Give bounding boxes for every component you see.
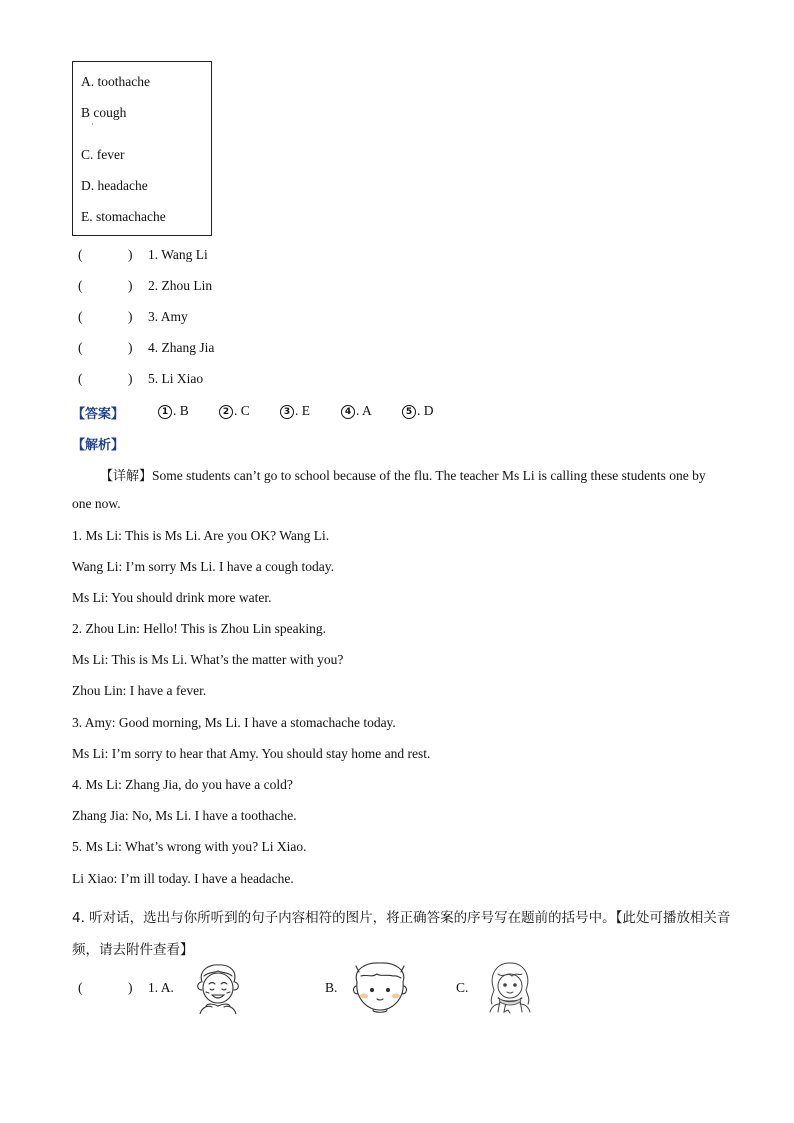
- analysis-intro: [100, 465, 706, 484]
- circled-number: 5: [402, 405, 416, 419]
- dialogue-line: Zhang Jia: No, Ms Li. I have a toothache.: [72, 808, 297, 823]
- dialogue-line: 1. Ms Li: This is Ms Li. Are you OK? Wang Li.: [72, 528, 330, 543]
- options-box: [72, 61, 212, 236]
- option-e: E. stomachache: [81, 209, 166, 224]
- answer-blank-close: ): [128, 278, 133, 293]
- circled-number: 1: [158, 405, 172, 419]
- circled-number: 4: [341, 405, 355, 419]
- dialogue-line: 2. Zhou Lin: Hello! This is Zhou Lin speaking.: [72, 621, 326, 636]
- dialogue-line: Ms Li: This is Ms Li. What’s the matter with you?: [72, 652, 344, 667]
- answer-blank-close: ): [128, 247, 133, 262]
- answer-value: . E: [295, 403, 310, 418]
- answer-blank-open[interactable]: (: [78, 371, 83, 386]
- question-text: 3. Amy: [148, 309, 188, 324]
- answer-item: [219, 403, 250, 419]
- dialogue-line: Li Xiao: I’m ill today. I have a headache.: [72, 871, 294, 886]
- intro-line-1: Some students can’t go to school because of the flu. The teacher Ms Li is calling these students one by: [152, 468, 706, 483]
- circled-number: 3: [280, 405, 294, 419]
- question-text: 5. Li Xiao: [148, 371, 204, 386]
- option-d: D. headache: [81, 178, 148, 193]
- stray-dot: ·: [91, 120, 94, 129]
- dialogue-line: Ms Li: You should drink more water.: [72, 590, 272, 605]
- detail-label: 【详解】: [100, 469, 153, 484]
- answer-blank-open[interactable]: (: [78, 309, 83, 324]
- answer-value: . A: [356, 403, 372, 418]
- question-text: 1. Wang Li: [148, 247, 208, 262]
- answer-blank-open[interactable]: (: [78, 340, 83, 355]
- question-text: 2. Zhou Lin: [148, 278, 213, 293]
- q4-option-c-label: C.: [456, 980, 469, 995]
- q4-instruction: 4. 听对话，选出与你所听到的句子内容相符的图片，将正确答案的序号写在题前的括号中。【此处可播放相关音频，请去附件查看】: [72, 910, 731, 958]
- question-text: 4. Zhang Jia: [148, 340, 215, 355]
- dialogue-line: Zhou Lin: I have a fever.: [72, 683, 207, 698]
- answer-blank-close: ): [128, 371, 133, 386]
- answer-label: 【答案】: [72, 407, 125, 422]
- answer-blank-open[interactable]: (: [78, 980, 83, 995]
- dialogue-line: 4. Ms Li: Zhang Jia, do you have a cold?: [72, 777, 293, 792]
- q4-option-b-label: B.: [325, 980, 338, 995]
- answer-value: . B: [173, 403, 189, 418]
- circled-number: 2: [219, 405, 233, 419]
- answer-blank-close: ): [128, 980, 133, 995]
- q4-item-label: 1. A.: [148, 980, 174, 995]
- answer-blank-open[interactable]: (: [78, 278, 83, 293]
- answer-value: . C: [234, 403, 250, 418]
- old-woman-picture[interactable]: [192, 962, 244, 1014]
- dialogue-line: Wang Li: I’m sorry Ms Li. I have a cough today.: [72, 559, 334, 574]
- girl-scarf-picture[interactable]: [484, 960, 536, 1016]
- dialogue-line: 3. Amy: Good morning, Ms Li. I have a stomachache today.: [72, 715, 396, 730]
- answer-item: [158, 403, 189, 419]
- answer-blank-open[interactable]: (: [78, 247, 83, 262]
- analysis-label: 【解析】: [72, 438, 125, 453]
- boy-face-picture[interactable]: [351, 960, 409, 1016]
- option-b: B cough: [81, 105, 127, 120]
- dialogue-line: Ms Li: I’m sorry to hear that Amy. You should stay home and rest.: [72, 746, 431, 761]
- intro-line-2: one now.: [72, 496, 121, 511]
- answer-item: [402, 403, 434, 419]
- dialogue-line: 5. Ms Li: What’s wrong with you? Li Xiao.: [72, 839, 307, 854]
- answer-item: [341, 403, 372, 419]
- answer-value: . D: [417, 403, 434, 418]
- answer-item: [280, 403, 310, 419]
- option-c: C. fever: [81, 147, 125, 162]
- option-a: A. toothache: [81, 74, 150, 89]
- answer-blank-close: ): [128, 309, 133, 324]
- answer-blank-close: ): [128, 340, 133, 355]
